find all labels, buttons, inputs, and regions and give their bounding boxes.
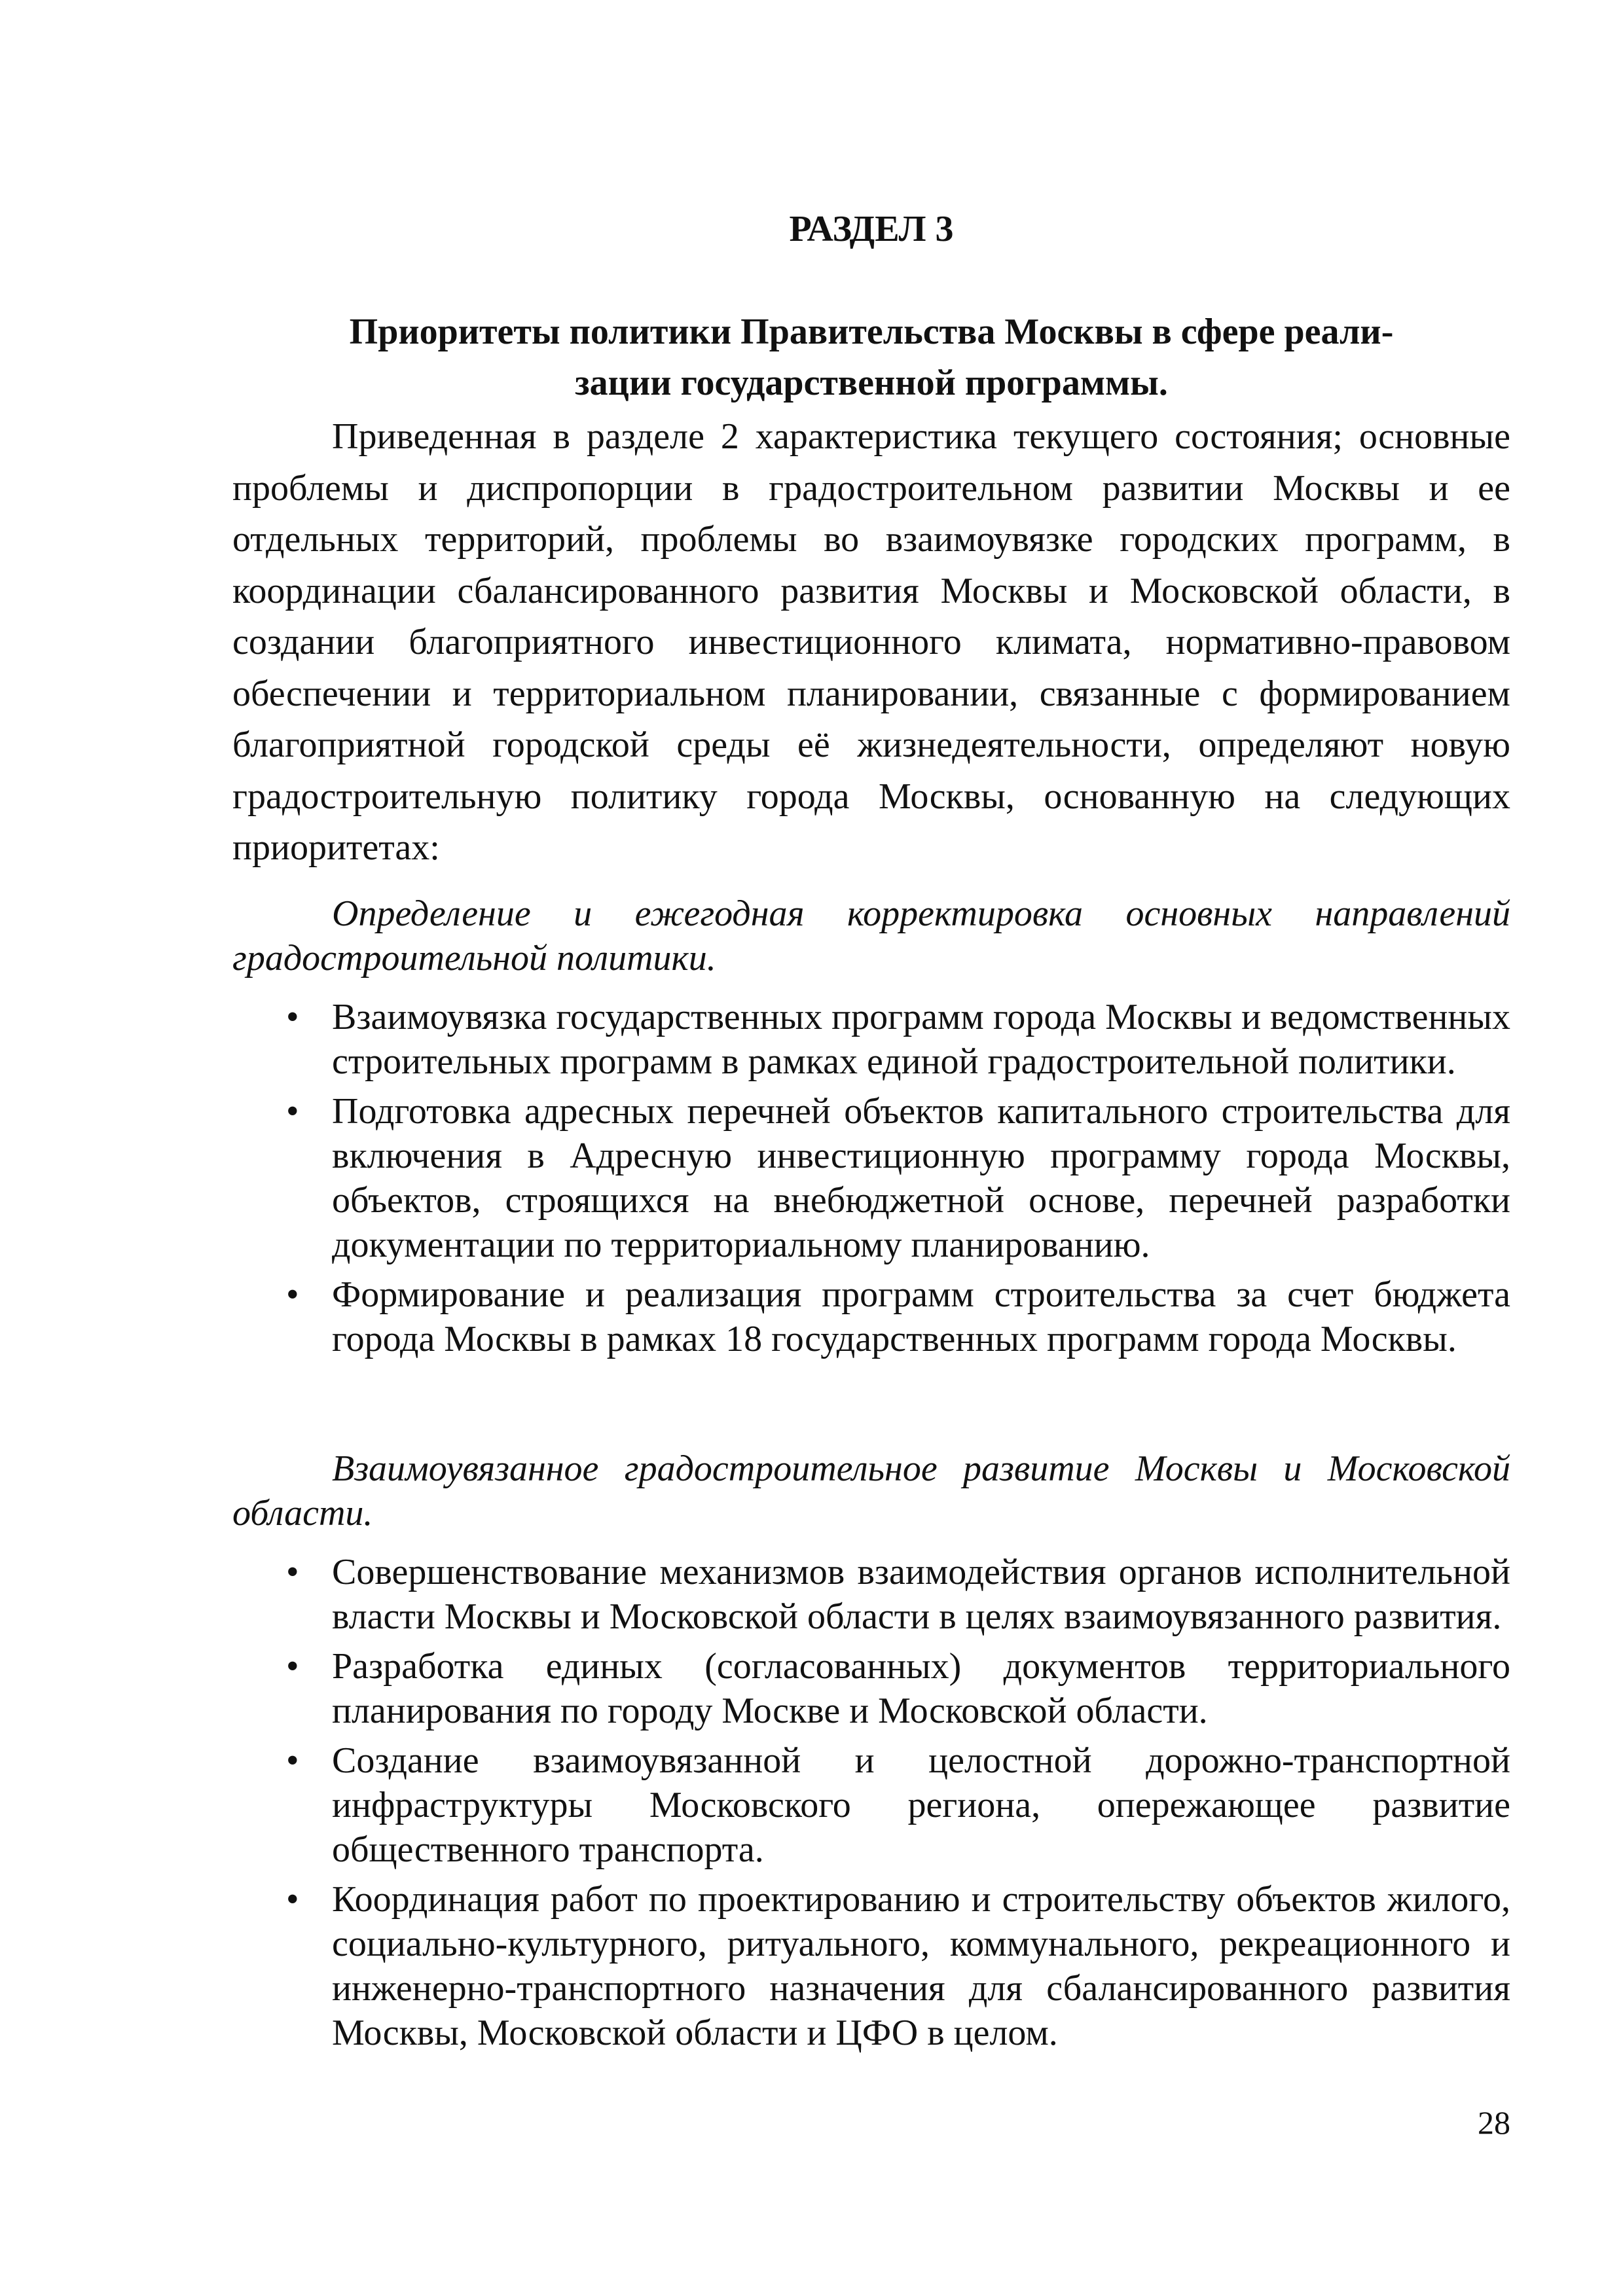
intro-paragraph: Приведенная в разделе 2 характеристика текущего состояния; основные проблемы и диспропорции в градостроительном развитии Москвы и ее отдельных территорий, проблемы во взаимоувязке городских программ, в координации сбалансированного развития Москвы и Московской области, в создании благоприятного инвестиционного климата, нормативно-правовом обеспечении и территориальном планировании, связанные с формированием благоприятной городской среды её жизнедеятельности, определяют новую градостроительную политику города Москвы, основанную на следующих приоритетах:: [232, 416, 1510, 868]
bullet-icon: •: [286, 1646, 299, 1687]
main-title-line-2: зации государственной программы.: [575, 363, 1168, 403]
priority-block-2: [232, 1446, 1510, 2060]
bullet-text: Совершенствование механизмов взаимодействия органов исполнительной власти Москвы и Московской области в целях взаимоувязанного развития.: [332, 1552, 1510, 1637]
page-number: 28: [1478, 2104, 1510, 2141]
bullet-icon: •: [286, 1091, 299, 1132]
bullet-text: Формирование и реализация программ строительства за счет бюджета города Москвы в рамках 18 государственных программ города Москвы.: [332, 1274, 1510, 1359]
bullet-list: [232, 1550, 1510, 2055]
bullet-list: [232, 995, 1510, 1361]
section-title: РАЗДЕЛ 3: [789, 209, 954, 249]
bullet-item: [232, 1089, 1510, 1267]
bullet-item: [232, 1877, 1510, 2055]
bullet-item: [232, 1272, 1510, 1361]
bullet-icon: •: [286, 997, 299, 1037]
bullet-text: Разработка единых (согласованных) документов территориального планирования по городу Москве и Московской области.: [332, 1646, 1510, 1731]
bullet-text: Создание взаимоувязанной и целостной дорожно-транспортной инфраструктуры Московского региона, опережающее развитие общественного транспорта.: [332, 1740, 1510, 1870]
priority-block-1: [232, 891, 1510, 1367]
bullet-text: Взаимоувязка государственных программ города Москвы и ведомственных строительных программ в рамках единой градостроительной политики.: [332, 997, 1510, 1082]
bullet-item: [232, 1644, 1510, 1733]
bullet-icon: •: [286, 1552, 299, 1592]
bullet-text: Подготовка адресных перечней объектов капитального строительства для включения в Адресную инвестиционную программу города Москвы, объектов, строящихся на внебюджетной основе, перечней разработки документации по территориальному планированию.: [332, 1091, 1510, 1265]
main-title: [232, 306, 1510, 408]
bullet-icon: •: [286, 1879, 299, 1920]
bullet-item: [232, 1550, 1510, 1639]
main-title-line-1: Приоритеты политики Правительства Москвы в сфере реали-: [349, 312, 1394, 352]
priority-heading: Определение и ежегодная корректировка основных направлений градостроительной политики.: [232, 893, 1510, 978]
priority-heading: Взаимоувязанное градостроительное развитие Москвы и Московской области.: [232, 1448, 1510, 1534]
bullet-icon: •: [286, 1740, 299, 1781]
bullet-item: [232, 995, 1510, 1084]
bullet-text: Координация работ по проектированию и строительству объектов жилого, социально-культурного, ритуального, коммунального, рекреационного и инженерно-транспортного назначения для сбалансированного развития Москвы, Московской области и ЦФО в целом.: [332, 1879, 1510, 2053]
bullet-item: [232, 1738, 1510, 1872]
bullet-icon: •: [286, 1274, 299, 1315]
